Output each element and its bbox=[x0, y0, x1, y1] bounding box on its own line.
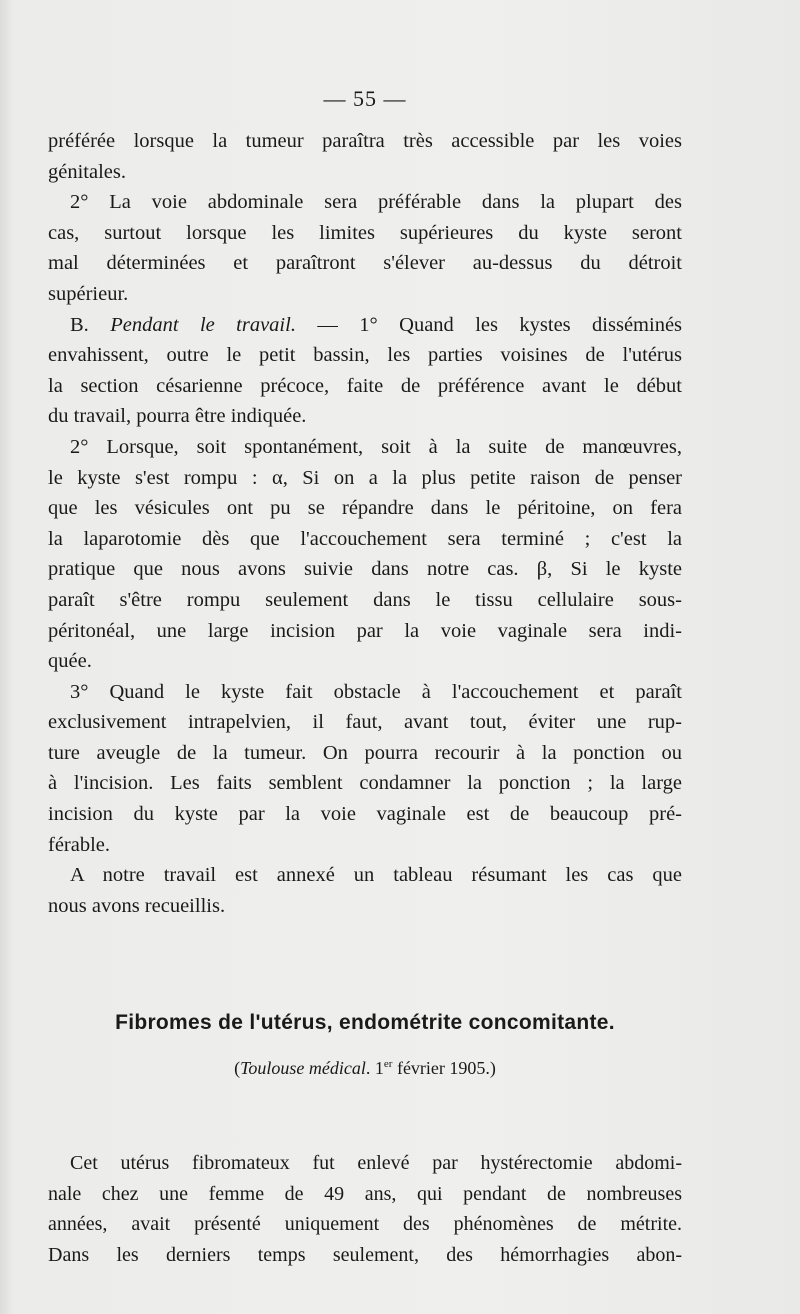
text-line: A notre travail est annexé un tableau résumant les cas que bbox=[70, 864, 682, 887]
section-text bbox=[48, 1128, 682, 1290]
text-line: préférée lorsque la tumeur paraîtra très accessible par les voies bbox=[48, 130, 682, 152]
paragraph bbox=[48, 860, 682, 921]
text-line: férable. bbox=[48, 833, 111, 856]
text-line: envahissent, outre le petit bassin, les parties voisines de l'utérus bbox=[48, 344, 682, 367]
text-line: le kyste s'est rompu : α, Si on a la plus petite raison de penser bbox=[48, 466, 682, 489]
text-line: nous avons recueillis. bbox=[48, 894, 226, 917]
text-line: paraît s'être rompu seulement dans le tissu cellulaire sous- bbox=[48, 588, 682, 611]
text-line: la section césarienne précoce, faite de préférence avant le début bbox=[48, 374, 682, 397]
text-line: génitales. bbox=[48, 160, 126, 183]
text-line: incision du kyste par la voie vaginale est de beaucoup pré- bbox=[48, 803, 682, 826]
text-line: mal déterminées et paraîtront s'élever au-dessus du détroit bbox=[48, 252, 682, 275]
text-line: années, avait présenté uniquement des phénomènes de métrite. bbox=[48, 1213, 682, 1236]
text-line: nale chez une femme de 49 ans, qui pendant de nombreuses bbox=[48, 1182, 682, 1205]
main-text bbox=[48, 126, 682, 921]
text-line: cas, surtout lorsque les limites supérieures du kyste seront bbox=[48, 221, 682, 244]
text-line: Dans les derniers temps seulement, des hémorrhagies abon- bbox=[48, 1243, 682, 1266]
paragraph bbox=[48, 126, 682, 187]
text-line: 2° La voie abdominale sera préférable dans la plupart des bbox=[70, 191, 682, 214]
citation-open: ( bbox=[234, 1058, 241, 1078]
text-line: quée. bbox=[48, 650, 92, 673]
italic-heading: Pendant le travail. bbox=[110, 313, 296, 336]
paragraph bbox=[48, 187, 682, 309]
text-line: supérieur. bbox=[48, 282, 129, 305]
text-line: du travail, pourra être indiquée. bbox=[48, 405, 307, 428]
text-line: que les vésicules ont pu se répandre dans le péritoine, on fera bbox=[48, 497, 682, 520]
text-line: pratique que nous avons suivie dans notre cas. β, Si le kyste bbox=[48, 558, 682, 581]
citation-journal: Toulouse médical bbox=[240, 1058, 366, 1078]
text-line: Cet utérus fibromateux fut enlevé par hystérectomie abdomi- bbox=[70, 1152, 682, 1174]
text-line: à l'incision. Les faits semblent condamner la ponction ; la large bbox=[48, 772, 682, 795]
text-fragment: — 1° Quand les kystes disséminés bbox=[295, 313, 683, 336]
citation-mid: . 1 bbox=[365, 1058, 384, 1078]
text-line bbox=[48, 310, 682, 341]
citation bbox=[0, 1058, 730, 1079]
paragraph bbox=[48, 677, 682, 861]
text-line: 3° Quand le kyste fait obstacle à l'accouchement et paraît bbox=[70, 680, 682, 703]
text-line: péritonéal, une large incision par la voie vaginale sera indi- bbox=[48, 619, 682, 642]
text-line: ture aveugle de la tumeur. On pourra recourir à la ponction ou bbox=[48, 741, 682, 764]
paragraph bbox=[48, 310, 682, 432]
text-line: 2° Lorsque, soit spontanément, soit à la suite de manœuvres, bbox=[70, 435, 682, 458]
section-title: Fibromes de l'utérus, endométrite concomitante. bbox=[115, 1011, 615, 1034]
text-line: exclusivement intrapelvien, il faut, avant tout, éviter une rup- bbox=[48, 711, 682, 734]
section-letter: B. bbox=[70, 313, 89, 336]
paragraph bbox=[48, 432, 682, 677]
citation-date: février 1905.) bbox=[392, 1058, 496, 1078]
paragraph bbox=[48, 1148, 682, 1270]
text-line: la laparotomie dès que l'accouchement sera terminé ; c'est la bbox=[48, 527, 682, 550]
page-number: — 55 — bbox=[323, 86, 407, 111]
citation-sup: er bbox=[383, 1058, 393, 1070]
